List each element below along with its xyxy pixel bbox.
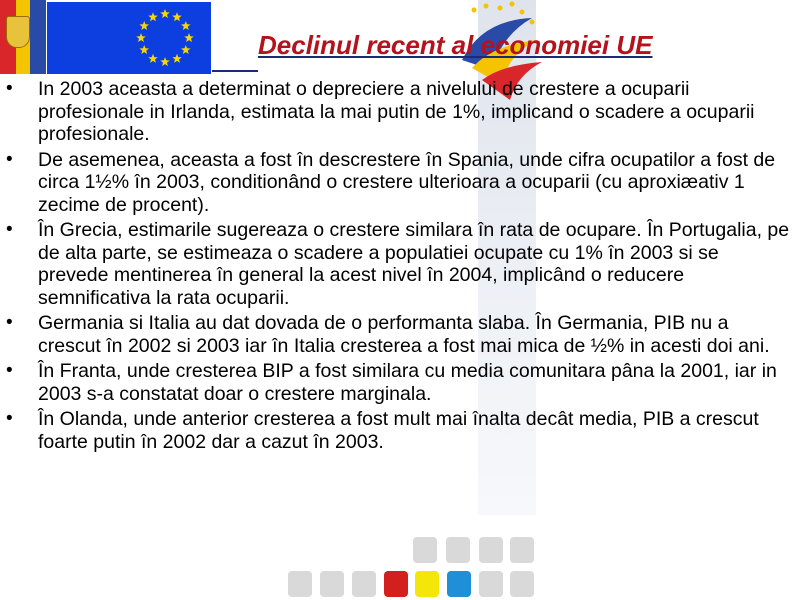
bullet-dot: • xyxy=(6,312,13,333)
eu-star-icon xyxy=(181,21,191,30)
decorative-square xyxy=(288,571,312,597)
bullet-dot: • xyxy=(6,78,13,99)
eu-star-icon xyxy=(172,54,182,63)
title-rule xyxy=(212,70,258,72)
bullet-item xyxy=(0,78,790,146)
bullet-text: In 2003 aceasta a determinat o depreciere a nivelului de crestere a ocuparii profesionale in Irlanda, estimata la mai putin de 1%, implicand o scadere a ocuparii profesionale. xyxy=(38,78,755,145)
eu-star-icon xyxy=(181,45,191,54)
bullet-text: În Olanda, unde anterior cresterea a fost mult mai înalta decât media, PIB a crescut foarte putin în 2002 dar a cazut în 2003. xyxy=(38,408,759,453)
bullet-dot: • xyxy=(6,360,13,381)
romania-flag-icon xyxy=(0,0,46,74)
eu-star-icon xyxy=(139,21,149,30)
eu-star-icon xyxy=(172,12,182,21)
decorative-square xyxy=(510,571,534,597)
bullet-text: De asemenea, aceasta a fost în descrestere în Spania, unde cifra ocupatilor a fost de circa 1½% în 2003, conditionând o crestere ulterioara a ocuparii (cu aproxiæativ 1 zecime de procent). xyxy=(38,148,776,216)
eu-star-icon xyxy=(160,57,170,66)
bullet-dot: • xyxy=(6,148,13,170)
bullet-item xyxy=(0,219,790,309)
bullet-text: În Grecia, estimarile sugereaza o crestere similara în rata de ocupare. În Portugalia, pe de alta parte, se estimeaza o scadere a populatiei ocupate cu 1% în 2003 si se prevede mentinerea în general la acest nivel în 2004, implicând o reducere semnificativa la rata ocuparii. xyxy=(38,219,790,309)
eu-star-icon xyxy=(148,12,158,21)
page-title: Declinul recent al economiei UE xyxy=(258,30,653,60)
decorative-square xyxy=(320,571,344,597)
eu-star-icon xyxy=(136,33,146,42)
decorative-square xyxy=(415,571,439,597)
coat-of-arms-icon xyxy=(6,16,30,48)
eu-star-icon xyxy=(184,33,194,42)
bullet-list xyxy=(0,78,790,456)
decorative-square xyxy=(447,571,471,597)
eu-flag-icon xyxy=(47,2,211,74)
eu-star-icon xyxy=(139,45,149,54)
bullet-text: Germania si Italia au dat dovada de o performanta slaba. În Germania, PIB nu a crescut în 2002 si 2003 iar în Italia cresterea a fost mai mica de ½% in acesti doi ani. xyxy=(38,312,770,357)
bullet-item xyxy=(0,360,790,405)
bullet-dot: • xyxy=(6,219,13,240)
eu-star-icon xyxy=(148,54,158,63)
decorative-square xyxy=(446,537,470,563)
decorative-square xyxy=(479,537,503,563)
decorative-square xyxy=(413,537,437,563)
bullet-item xyxy=(0,149,790,217)
bullet-item xyxy=(0,408,790,453)
decorative-square xyxy=(384,571,408,597)
decorative-square xyxy=(479,571,503,597)
bullet-item xyxy=(0,312,790,357)
bullet-dot: • xyxy=(6,408,13,429)
decorative-square xyxy=(352,571,376,597)
decorative-square xyxy=(510,537,534,563)
eu-star-icon xyxy=(160,9,170,18)
bullet-text: În Franta, unde cresterea BIP a fost similara cu media comunitara pâna la 2001, iar in 2003 s-a constatat doar o crestere marginala. xyxy=(38,360,777,405)
